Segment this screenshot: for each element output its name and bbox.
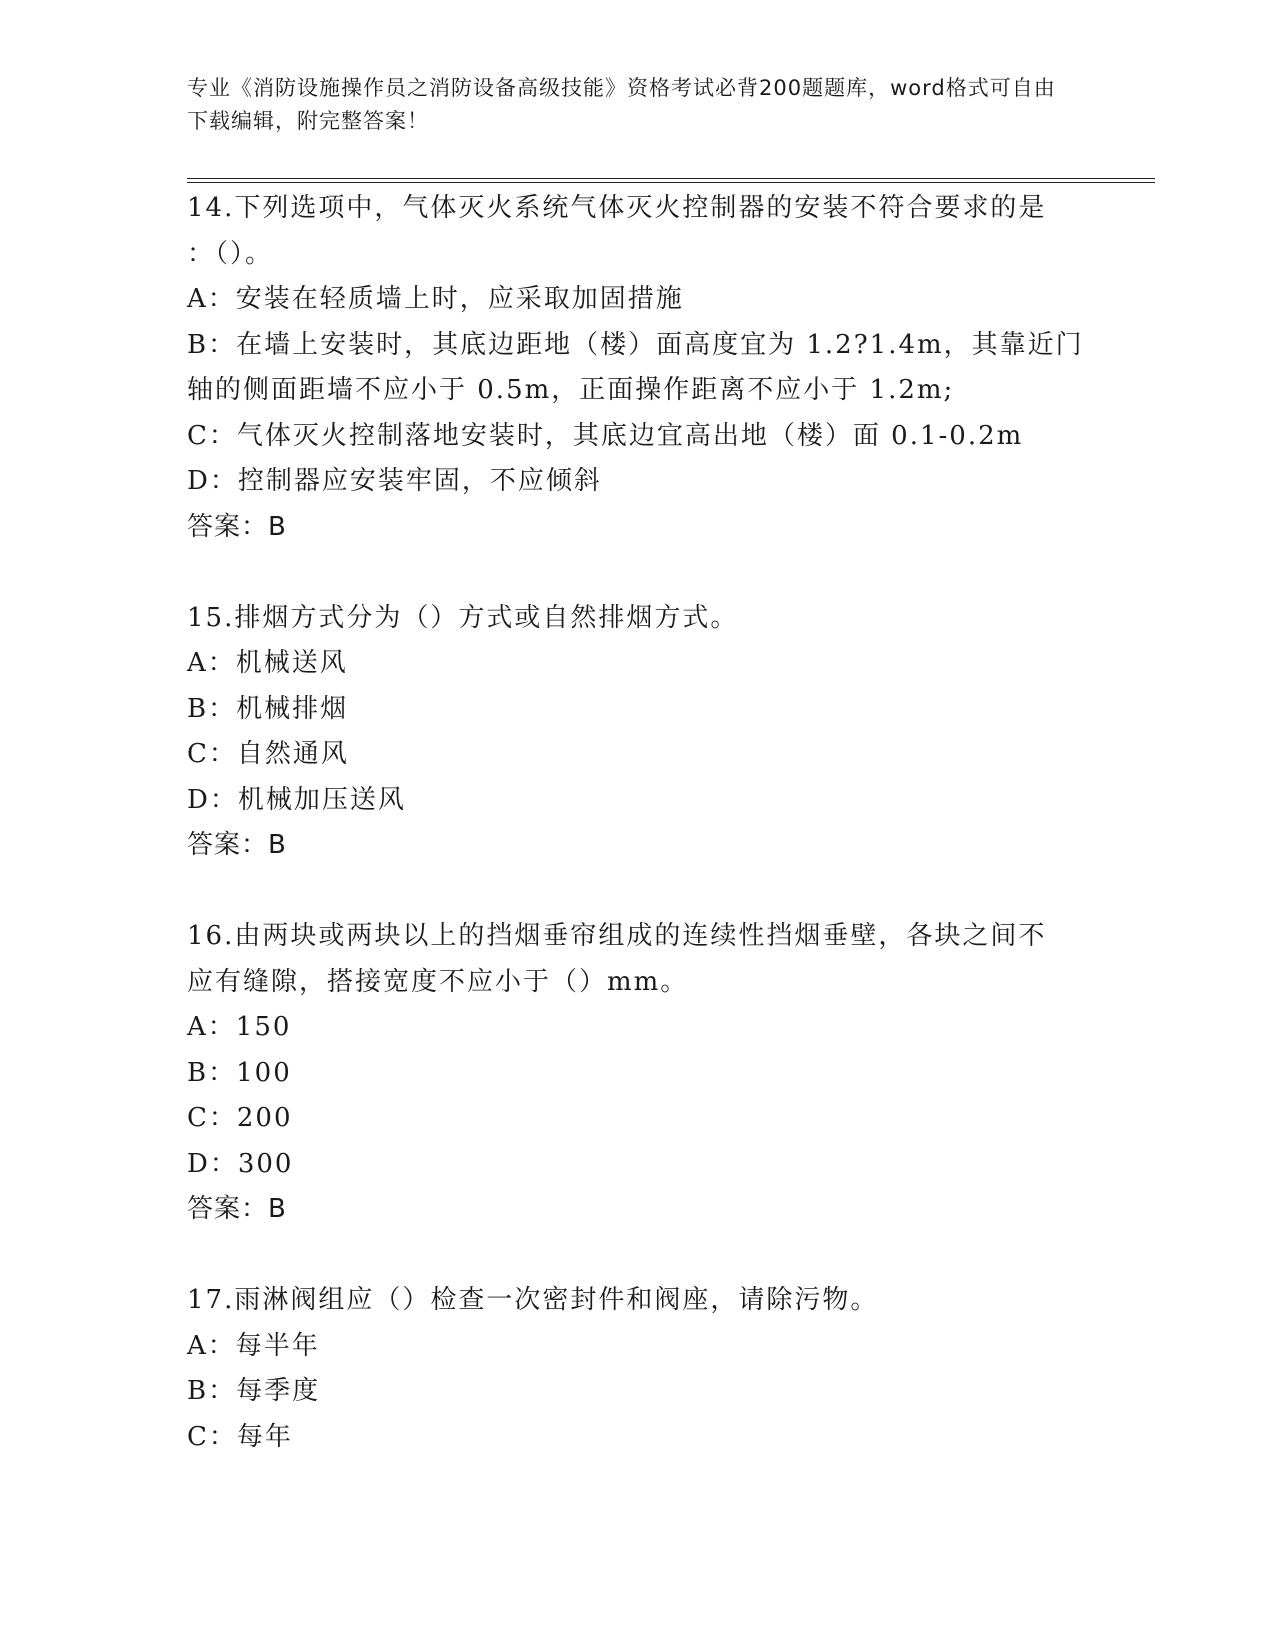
option-b: B：每季度 <box>187 1376 321 1406</box>
question-stem-line: 16.由两块或两块以上的挡烟垂帘组成的连续性挡烟垂壁，各块之间不 <box>187 921 1047 951</box>
option-d: D：机械加压送风 <box>187 784 406 815</box>
answer-label: 答案：B <box>187 830 287 860</box>
option-c: C：每年 <box>187 1421 293 1452</box>
question-16 <box>187 914 1087 1233</box>
option-c: C：200 <box>187 1103 293 1133</box>
option-d: D：300 <box>187 1148 294 1179</box>
header-rule-bottom <box>187 182 1155 183</box>
answer-label: 答案：B <box>187 511 287 542</box>
option-a: A：每半年 <box>187 1330 320 1361</box>
option-b: B：在墙上安装时，其底边距地（楼）面高度宜为 1.2?1.4m，其靠近门 <box>187 329 1084 360</box>
option-b: B：100 <box>187 1057 292 1088</box>
option-a: A：150 <box>187 1012 292 1042</box>
question-stem-line: 应有缝隙，搭接宽度不应小于（）mm。 <box>187 966 689 997</box>
document-header: 专业《消防设施操作员之消防设备高级技能》资格考试必背200题题库，word格式可自由下载编辑，附完整答案！ <box>187 76 1056 133</box>
option-d: D：控制器应安装牢固，不应倾斜 <box>187 466 602 496</box>
question-stem-line: 15.排烟方式分为（）方式或自然排烟方式。 <box>187 602 739 633</box>
question-stem-line: 14.下列选项中，气体灭火系统气体灭火控制器的安装不符合要求的是 <box>187 193 1047 223</box>
answer-label: 答案：B <box>187 1194 287 1224</box>
question-17 <box>187 1278 1087 1460</box>
option-c: C：气体灭火控制落地安装时，其底边宜高出地（楼）面 0.1-0.2m <box>187 420 1024 451</box>
option-c: C：自然通风 <box>187 739 349 769</box>
option-b: B：机械排烟 <box>187 693 349 724</box>
question-15 <box>187 596 1087 869</box>
option-a: A：安装在轻质墙上时，应采取加固措施 <box>187 284 684 314</box>
question-14 <box>187 186 1087 550</box>
question-stem-line: ：（）。 <box>187 238 274 269</box>
option-a: A：机械送风 <box>187 648 348 678</box>
question-stem-line: 17.雨淋阀组应（）检查一次密封件和阀座，请除污物。 <box>187 1285 879 1315</box>
header-rule-top <box>187 178 1155 179</box>
option-b-continued: 轴的侧面距墙不应小于 0.5m，正面操作距离不应小于 1.2m; <box>187 375 955 405</box>
question-list <box>187 186 1087 1460</box>
